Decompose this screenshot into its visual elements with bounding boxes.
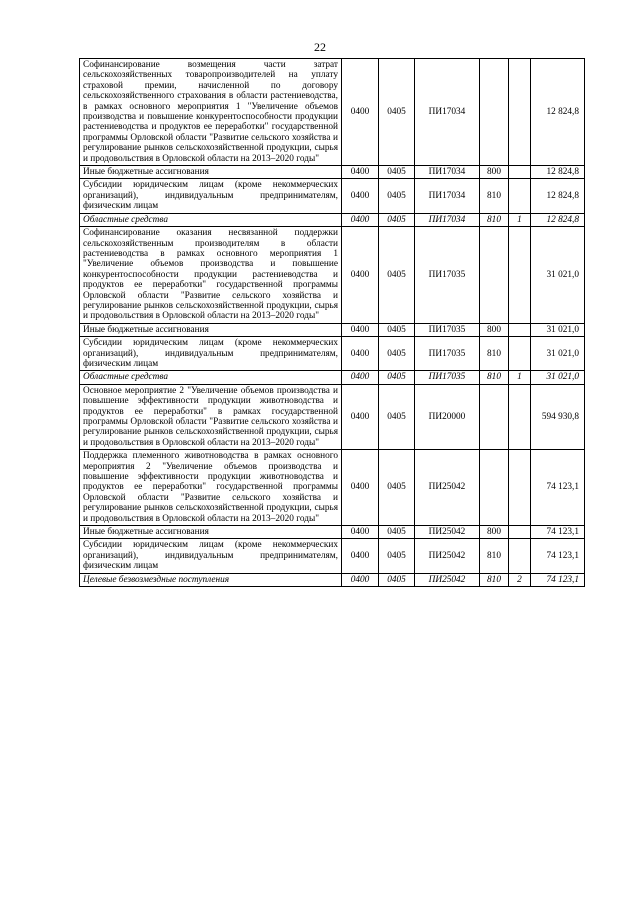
row-target-code: ПИ17034 (415, 166, 480, 179)
table-row (80, 573, 585, 586)
row-target-code: ПИ17034 (415, 213, 480, 226)
row-expense-type: 810 (480, 213, 509, 226)
table-row (80, 450, 585, 526)
row-amount: 12 824,8 (531, 59, 585, 166)
row-funding-source: 1 (509, 371, 531, 384)
row-amount: 31 021,0 (531, 337, 585, 371)
row-expense-type (480, 450, 509, 526)
row-section-code: 0400 (342, 450, 379, 526)
row-target-code: ПИ17035 (415, 337, 480, 371)
row-amount: 74 123,1 (531, 539, 585, 573)
table-row (80, 323, 585, 336)
row-section-code: 0400 (342, 59, 379, 166)
row-expense-type: 800 (480, 526, 509, 539)
row-expense-type (480, 59, 509, 166)
row-subsection-code: 0405 (379, 323, 415, 336)
row-expense-type: 810 (480, 179, 509, 213)
row-funding-source: 1 (509, 213, 531, 226)
row-description: Областные средства (80, 371, 342, 384)
row-funding-source (509, 384, 531, 449)
table-row (80, 539, 585, 573)
row-target-code: ПИ17035 (415, 371, 480, 384)
table-row (80, 384, 585, 449)
row-funding-source (509, 539, 531, 573)
row-subsection-code: 0405 (379, 213, 415, 226)
row-subsection-code: 0405 (379, 526, 415, 539)
row-description: Субсидии юридическим лицам (кроме некоммерческих организаций), индивидуальным предпринимателям, физическим лицам (80, 179, 342, 213)
row-expense-type: 810 (480, 371, 509, 384)
row-amount: 74 123,1 (531, 573, 585, 586)
row-amount: 31 021,0 (531, 371, 585, 384)
row-section-code: 0400 (342, 179, 379, 213)
row-section-code: 0400 (342, 227, 379, 324)
row-subsection-code: 0405 (379, 179, 415, 213)
row-description: Субсидии юридическим лицам (кроме некоммерческих организаций), индивидуальным предпринимателям, физическим лицам (80, 539, 342, 573)
row-expense-type: 800 (480, 166, 509, 179)
row-funding-source (509, 526, 531, 539)
row-description: Субсидии юридическим лицам (кроме некоммерческих организаций), индивидуальным предпринимателям, физическим лицам (80, 337, 342, 371)
row-amount: 74 123,1 (531, 450, 585, 526)
row-funding-source: 2 (509, 573, 531, 586)
row-funding-source (509, 227, 531, 324)
row-section-code: 0400 (342, 573, 379, 586)
row-expense-type (480, 227, 509, 324)
row-description: Поддержка племенного животноводства в рамках основного мероприятия 2 "Увеличение объемов производства и повышение эффективности продукции животноводства и продуктов ее переработки" государственной программы Орловской области "Развитие сельского хозяйства и регулирование рынков сельскохозяйственной продукции, сырья и продовольствия в Орловской области на 2013–2020 годы" (80, 450, 342, 526)
row-target-code: ПИ25042 (415, 450, 480, 526)
row-subsection-code: 0405 (379, 337, 415, 371)
row-section-code: 0400 (342, 213, 379, 226)
row-expense-type (480, 384, 509, 449)
row-amount: 31 021,0 (531, 227, 585, 324)
row-subsection-code: 0405 (379, 573, 415, 586)
row-description: Иные бюджетные ассигнования (80, 323, 342, 336)
table-row (80, 227, 585, 324)
row-section-code: 0400 (342, 526, 379, 539)
table-row (80, 179, 585, 213)
row-expense-type: 810 (480, 539, 509, 573)
row-section-code: 0400 (342, 384, 379, 449)
row-subsection-code: 0405 (379, 539, 415, 573)
row-description: Областные средства (80, 213, 342, 226)
row-expense-type: 800 (480, 323, 509, 336)
row-section-code: 0400 (342, 337, 379, 371)
row-section-code: 0400 (342, 371, 379, 384)
row-amount: 12 824,8 (531, 213, 585, 226)
row-target-code: ПИ17034 (415, 179, 480, 213)
row-amount: 31 021,0 (531, 323, 585, 336)
row-target-code: ПИ25042 (415, 539, 480, 573)
row-expense-type: 810 (480, 337, 509, 371)
table-row (80, 213, 585, 226)
row-amount: 594 930,8 (531, 384, 585, 449)
row-description: Иные бюджетные ассигнования (80, 166, 342, 179)
table-row (80, 526, 585, 539)
row-description: Софинансирование оказания несвязанной поддержки сельскохозяйственным производителям в области растениеводства в рамках основного мероприятия 1 "Увеличение объемов производства и повышение конкурентоспособности продукции растениеводства и продуктов ее переработки" государственной программы Орловской области "Развитие сельского хозяйства и регулирование рынков сельскохозяйственной продукции, сырья и продовольствия в Орловской области на 2013–2020 годы" (80, 227, 342, 324)
row-description: Основное мероприятие 2 "Увеличение объемов производства и повышение эффективности продукции животноводства и продуктов ее переработки" в рамках государственной программы Орловской области "Развитие сельского хозяйства и регулирование рынков сельскохозяйственной продукции, сырья и продовольствия в Орловской области на 2013–2020 годы" (80, 384, 342, 449)
table-row (80, 59, 585, 166)
row-funding-source (509, 179, 531, 213)
budget-table-body (80, 59, 585, 587)
row-subsection-code: 0405 (379, 450, 415, 526)
row-subsection-code: 0405 (379, 384, 415, 449)
row-amount: 12 824,8 (531, 179, 585, 213)
row-funding-source (509, 59, 531, 166)
row-description: Иные бюджетные ассигнования (80, 526, 342, 539)
row-description: Целевые безвозмездные поступления (80, 573, 342, 586)
row-section-code: 0400 (342, 539, 379, 573)
row-funding-source (509, 323, 531, 336)
row-subsection-code: 0405 (379, 59, 415, 166)
budget-table (79, 58, 585, 587)
row-target-code: ПИ25042 (415, 526, 480, 539)
row-section-code: 0400 (342, 323, 379, 336)
row-target-code: ПИ17035 (415, 227, 480, 324)
row-funding-source (509, 166, 531, 179)
row-subsection-code: 0405 (379, 166, 415, 179)
row-target-code: ПИ25042 (415, 573, 480, 586)
row-section-code: 0400 (342, 166, 379, 179)
row-subsection-code: 0405 (379, 371, 415, 384)
table-row (80, 371, 585, 384)
row-expense-type: 810 (480, 573, 509, 586)
page-number: 22 (314, 40, 326, 54)
row-funding-source (509, 337, 531, 371)
table-row (80, 166, 585, 179)
row-amount: 74 123,1 (531, 526, 585, 539)
row-amount: 12 824,8 (531, 166, 585, 179)
row-description: Софинансирование возмещения части затрат сельскохозяйственных товаропроизводителей на уплату страховой премии, начисленной по договору сельскохозяйственного страхования в области растениеводства, в рамках основного мероприятия 1 "Увеличение объемов производства и повышение конкурентоспособности продукции растениеводства и продуктов ее переработки" государственной программы Орловской области "Развитие сельского хозяйства и регулирование рынков сельскохозяйственной продукции, сырья и продовольствия в Орловской области на 2013–2020 годы" (80, 59, 342, 166)
row-target-code: ПИ17034 (415, 59, 480, 166)
row-funding-source (509, 450, 531, 526)
row-target-code: ПИ17035 (415, 323, 480, 336)
table-row (80, 337, 585, 371)
row-subsection-code: 0405 (379, 227, 415, 324)
row-target-code: ПИ20000 (415, 384, 480, 449)
